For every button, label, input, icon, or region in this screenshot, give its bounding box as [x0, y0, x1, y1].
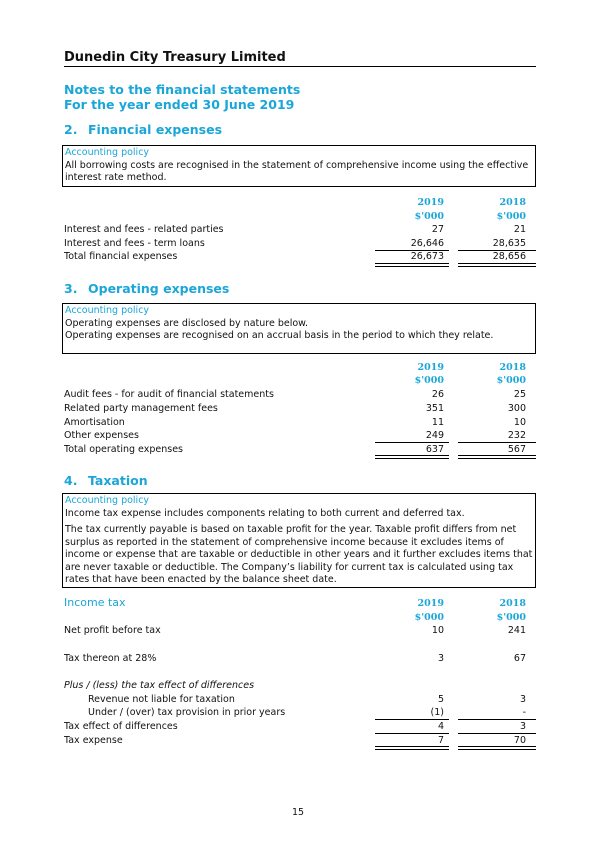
- row-label: Interest and fees - related parties: [64, 224, 224, 235]
- note-3-number: 3.: [64, 281, 78, 296]
- policy-text: Income tax expense includes components relating to both current and deferred tax.: [65, 507, 465, 519]
- table-row: [64, 223, 536, 236]
- row-value-2019: 27: [431, 224, 444, 235]
- row-label: Audit fees - for audit of financial statements: [64, 389, 274, 400]
- total-double-rule: [458, 263, 536, 267]
- row-label: Related party management fees: [64, 403, 218, 414]
- row-value-2019: 11: [431, 417, 444, 428]
- company-name: Dunedin City Treasury Limited: [64, 50, 286, 65]
- total-label: Tax effect of differences: [64, 721, 178, 732]
- note-4-title: Taxation: [88, 473, 148, 488]
- column-header-year: [64, 597, 536, 610]
- notes-title-line-2: For the year ended 30 June 2019: [64, 97, 295, 112]
- row-value-2018: 300: [507, 403, 526, 414]
- policy-title: Accounting policy: [65, 147, 150, 158]
- page-number: 15: [291, 807, 305, 818]
- col-unit-2018: $'000: [496, 375, 526, 386]
- row-value-2018: 241: [507, 625, 526, 636]
- total-value-2019: 4: [437, 721, 444, 732]
- row-value-2019: 3: [437, 653, 444, 664]
- total-double-rule: [375, 455, 449, 459]
- income-tax-label: Income tax: [64, 596, 126, 609]
- total-double-rule: [375, 746, 449, 750]
- total-value-2018: 70: [513, 735, 526, 746]
- row-label: Under / (over) tax provision in prior years: [88, 707, 286, 718]
- policy-text: Operating expenses are disclosed by nature below.: [65, 317, 309, 329]
- row-label: Interest and fees - term loans: [64, 238, 205, 249]
- row-value-2019: 351: [425, 403, 444, 414]
- total-label: Total financial expenses: [64, 251, 178, 262]
- row-value-2019: 249: [425, 430, 444, 441]
- row-value-2018: 25: [513, 389, 526, 400]
- row-value-2018: 67: [513, 653, 526, 664]
- total-double-rule: [458, 746, 536, 750]
- row-value-2019: 10: [431, 625, 444, 636]
- col-2019: 2019: [417, 197, 444, 208]
- total-value-2018: 3: [519, 721, 526, 732]
- total-label: Total operating expenses: [64, 444, 183, 455]
- table-row: [64, 624, 536, 637]
- total-value-2019: 7: [437, 735, 444, 746]
- row-value-2019: 26,646: [410, 238, 444, 249]
- col-unit-2019: $'000: [414, 375, 444, 386]
- row-label: Amortisation: [64, 417, 125, 428]
- row-value-2018: 10: [513, 417, 526, 428]
- table-row: [64, 652, 536, 665]
- note-4-heading: [64, 473, 148, 488]
- notes-title-line-1: Notes to the financial statements: [64, 82, 301, 97]
- policy-text: All borrowing costs are recognised in the statement of comprehensive income using the effective interest rate method.: [65, 159, 529, 183]
- note-3-title: Operating expenses: [88, 281, 230, 296]
- col-2018: 2018: [499, 598, 526, 609]
- total-value-2018: 28,656: [492, 251, 526, 262]
- column-header-year: [64, 196, 536, 209]
- note-2-policy-box: [62, 145, 536, 187]
- header-rule: [64, 66, 536, 67]
- note-3-heading: [64, 281, 229, 296]
- row-value-2018: 232: [507, 430, 526, 441]
- table-row: [64, 388, 536, 401]
- policy-title: Accounting policy: [65, 305, 150, 316]
- row-value-2019: 26: [431, 389, 444, 400]
- row-label: Net profit before tax: [64, 625, 161, 636]
- total-row: [64, 720, 536, 733]
- note-4-number: 4.: [64, 473, 78, 488]
- row-value-2018: 3: [519, 694, 526, 705]
- table-row: [64, 679, 536, 692]
- row-value-2019: 5: [437, 694, 444, 705]
- row-value-2018: 28,635: [492, 238, 526, 249]
- column-header-year: [64, 361, 536, 374]
- row-label: Tax thereon at 28%: [64, 653, 157, 664]
- row-value-2018: -: [522, 707, 526, 718]
- note-4-policy-box: [62, 493, 536, 588]
- row-value-2018: 21: [513, 224, 526, 235]
- policy-text: The tax currently payable is based on taxable profit for the year. Taxable profit differs from net surplus as reported in the statement of comprehensive income because it excludes items of income or expense that are taxable or deductible in other years and it further excludes items that are never taxable or deductible. The Company’s liability for current tax is calculated using tax rates that have been enacted by the balance sheet date.: [65, 524, 533, 585]
- total-value-2019: 637: [425, 444, 444, 455]
- table-row: [64, 416, 536, 429]
- total-value-2018: 567: [507, 444, 526, 455]
- col-unit-2018: $'000: [496, 211, 526, 222]
- note-2-title: Financial expenses: [88, 122, 223, 137]
- total-double-rule: [375, 263, 449, 267]
- col-2019: 2019: [417, 598, 444, 609]
- note-3-policy-box: [62, 303, 536, 354]
- total-label: Tax expense: [64, 735, 123, 746]
- table-row: [64, 693, 536, 706]
- col-unit-2018: $'000: [496, 612, 526, 623]
- column-header-unit: [64, 210, 536, 223]
- col-2018: 2018: [499, 197, 526, 208]
- table-row: [64, 402, 536, 415]
- note-2-heading: [64, 122, 222, 137]
- row-label: Plus / (less) the tax effect of differences: [64, 680, 255, 691]
- col-2018: 2018: [499, 362, 526, 373]
- col-unit-2019: $'000: [414, 612, 444, 623]
- note-2-number: 2.: [64, 122, 78, 137]
- total-row: [64, 250, 536, 263]
- total-double-rule: [458, 455, 536, 459]
- notes-title: [64, 82, 300, 112]
- table-row: [64, 706, 536, 719]
- total-value-2019: 26,673: [410, 251, 444, 262]
- col-2019: 2019: [417, 362, 444, 373]
- policy-text: Operating expenses are recognised on an accrual basis in the period to which they relate.: [65, 330, 494, 341]
- row-label: Other expenses: [64, 430, 139, 441]
- col-unit-2019: $'000: [414, 211, 444, 222]
- row-label: Revenue not liable for taxation: [88, 694, 235, 705]
- column-header-unit: [64, 374, 536, 387]
- column-header-unit: [64, 611, 536, 624]
- policy-title: Accounting policy: [65, 495, 150, 506]
- row-value-2019: (1): [430, 707, 444, 718]
- table-row: [64, 237, 536, 250]
- table-row: [64, 429, 536, 442]
